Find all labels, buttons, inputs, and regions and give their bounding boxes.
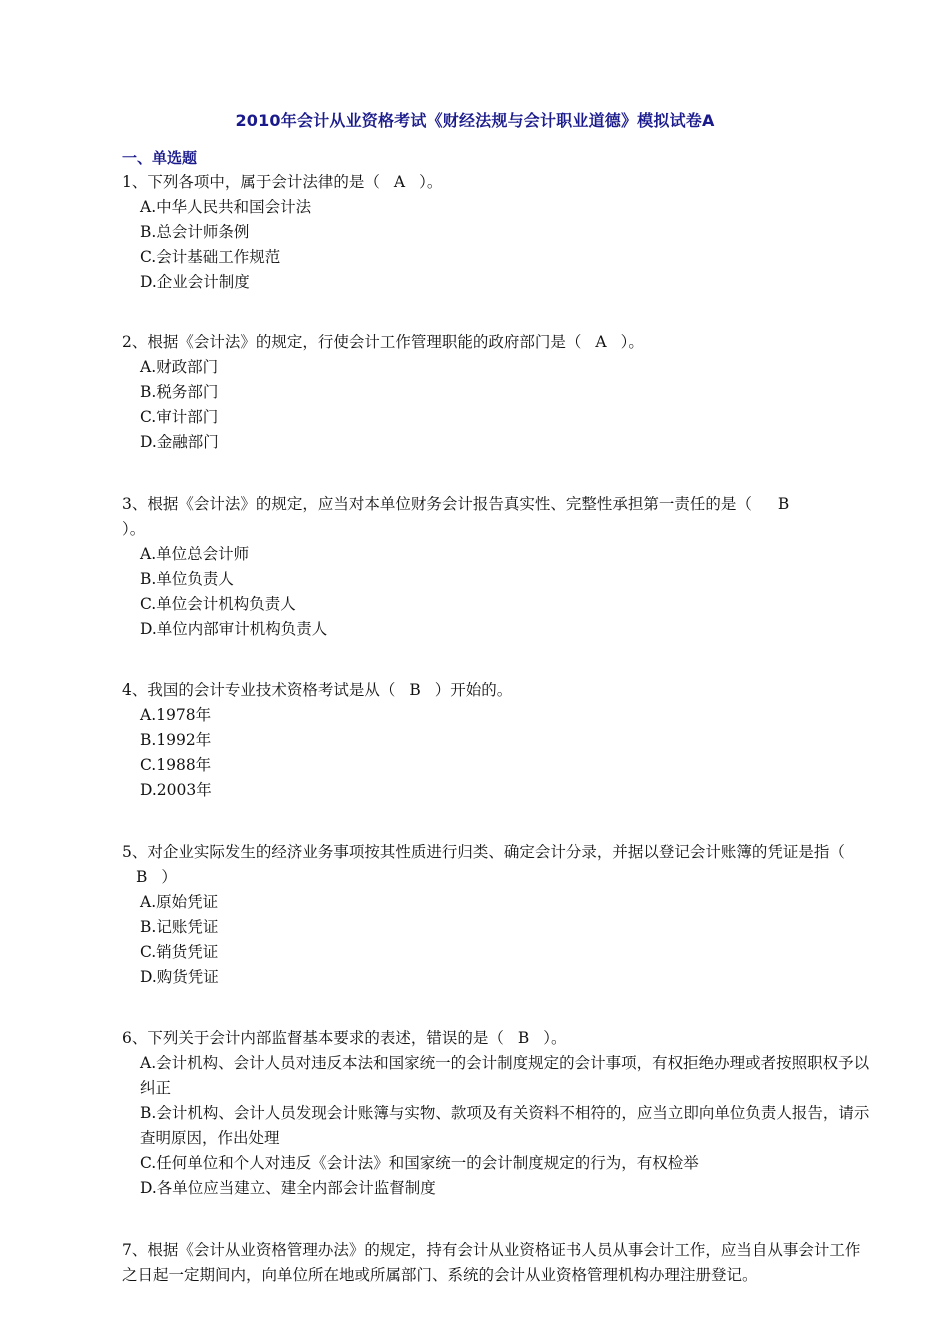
question-5 [122, 840, 872, 990]
answer: A [393, 173, 406, 191]
question-stem: 6、下列关于会计内部监督基本要求的表述，错误的是（ B ）。 [122, 1026, 872, 1051]
option: C.会计基础工作规范 [140, 248, 281, 266]
question-1 [122, 170, 872, 295]
option: D.各单位应当建立、建全内部会计监督制度 [140, 1179, 436, 1197]
option: C.审计部门 [140, 408, 219, 426]
option: B.总会计师条例 [140, 223, 250, 241]
answer: B [136, 868, 148, 886]
question-stem: 4、我国的会计专业技术资格考试是从（ B ）开始的。 [122, 678, 872, 703]
section-heading: 一、单选题 [122, 149, 198, 167]
question-7 [122, 1238, 872, 1288]
option: D.企业会计制度 [140, 273, 250, 291]
page-title: 2010年会计从业资格考试《财经法规与会计职业道德》模拟试卷A [235, 111, 715, 130]
option: D.单位内部审计机构负责人 [140, 620, 328, 638]
option: B.税务部门 [140, 383, 219, 401]
question-3 [122, 492, 872, 642]
option: D.2003年 [140, 781, 212, 799]
option: A.中华人民共和国会计法 [140, 198, 312, 216]
question-stem: 2、根据《会计法》的规定，行使会计工作管理职能的政府部门是（ A ）。 [122, 330, 872, 355]
option: D.金融部门 [140, 433, 219, 451]
answer: B [517, 1029, 530, 1047]
question-stem: 7、根据《会计从业资格管理办法》的规定，持有会计从业资格证书人员从事会计工作，应当自从事会计工作之日起一定期间内，向单位所在地或所属部门、系统的会计从业资格管理机构办理注册登记。 [122, 1241, 861, 1284]
answer: B [777, 495, 790, 513]
option: C.1988年 [140, 756, 212, 774]
option: A.1978年 [140, 706, 212, 724]
question-2 [122, 330, 872, 455]
option: A.原始凭证 [140, 893, 219, 911]
option: B.记账凭证 [140, 918, 219, 936]
question-stem: 5、对企业实际发生的经济业务事项按其性质进行归类、确定会计分录，并据以登记会计账簿的凭证是指（B ） [122, 840, 872, 890]
option: D.购货凭证 [140, 968, 219, 986]
option: A.财政部门 [140, 358, 219, 376]
option: B.1992年 [140, 731, 212, 749]
option: C.单位会计机构负责人 [140, 595, 296, 613]
option: A.单位总会计师 [140, 545, 250, 563]
answer: A [595, 333, 607, 351]
option: B.单位负责人 [140, 570, 234, 588]
option: A.会计机构、会计人员对违反本法和国家统一的会计制度规定的会计事项，有权拒绝办理或者按照职权予以纠正 [140, 1054, 870, 1097]
option: C.任何单位和个人对违反《会计法》和国家统一的会计制度规定的行为，有权检举 [140, 1154, 699, 1172]
option: C.销货凭证 [140, 943, 219, 961]
question-4 [122, 678, 872, 803]
option: B.会计机构、会计人员发现会计账簿与实物、款项及有关资料不相符的，应当立即向单位负责人报告，请示查明原因，作出处理 [140, 1104, 870, 1147]
question-stem: 3、根据《会计法》的规定，应当对本单位财务会计报告真实性、完整性承担第一责任的是（ B ）。 [122, 492, 872, 542]
question-6 [122, 1026, 872, 1201]
question-stem: 1、下列各项中，属于会计法律的是（ A ）。 [122, 170, 872, 195]
answer: B [409, 681, 421, 699]
